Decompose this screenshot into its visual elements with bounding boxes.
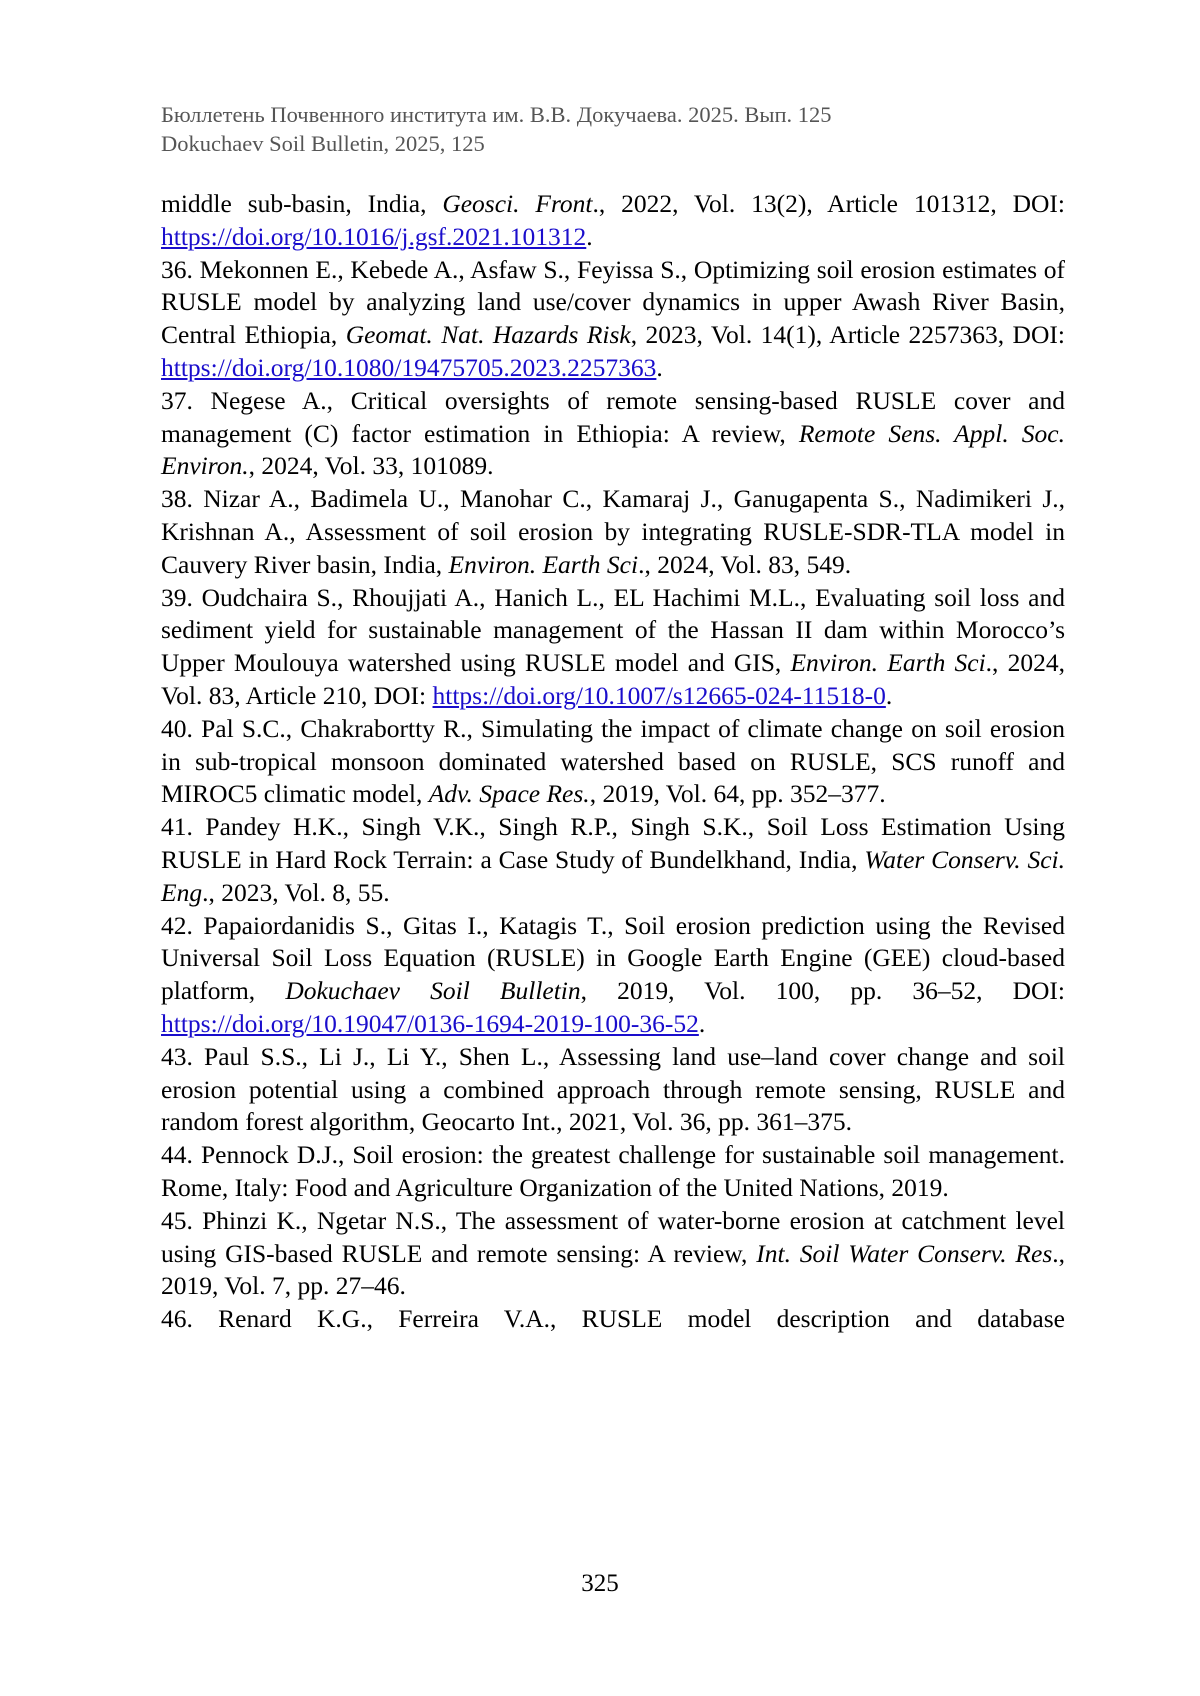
reference-journal: Remote Sens. Appl. Soc. Environ. bbox=[161, 418, 1065, 481]
reference-journal: Adv. Space Res. bbox=[428, 779, 590, 809]
reference-number: 42. bbox=[161, 910, 193, 940]
reference-journal: Geomat. Nat. Hazards Risk bbox=[345, 320, 631, 350]
reference-text: middle sub-basin, India, bbox=[161, 189, 443, 218]
reference-item bbox=[161, 1303, 1065, 1336]
reference-item bbox=[161, 713, 1065, 811]
reference-journal: Water Conserv. Sci. Eng bbox=[161, 844, 1065, 907]
reference-journal: Geosci. Front bbox=[442, 189, 593, 218]
reference-item bbox=[161, 811, 1065, 909]
reference-item bbox=[161, 1041, 1065, 1139]
reference-number: 41. bbox=[161, 812, 193, 842]
reference-text: Mekonnen E., Kebede A., Asfaw S., Feyissa S., Optimizing soil erosion estimates of RUSLE model by analyzing land use/cover dynamics in upper Awash River Basin, Central Ethiopia, bbox=[161, 254, 1065, 350]
reference-details: ., 2024, Vol. 83, 549. bbox=[638, 549, 852, 579]
reference-number: 46. bbox=[161, 1304, 193, 1334]
reference-text: Paul S.S., Li J., Li Y., Shen L., Assessing land use–land cover change and soil erosion potential using a combined approach through remote sensing, RUSLE and random forest algorithm, Geocarto Int., 2021, Vol. 36, pp. 361–375. bbox=[161, 1041, 1065, 1137]
reference-details: , 2019, Vol. 100, pp. 36–52, DOI: bbox=[580, 976, 1065, 1006]
reference-number: 38. bbox=[161, 484, 193, 514]
reference-continuation: middle sub-basin, India, Geosci. Front., 2022, Vol. 13(2), Article 101312, DOI: https://doi.org/10.1016/j.gsf.2021.101312. bbox=[161, 189, 1065, 251]
reference-journal: Environ. Earth Sci bbox=[790, 648, 986, 678]
reference-text: Nizar A., Badimela U., Manohar C., Kamaraj J., Ganugapenta S., Nadimikeri J., Krishnan A., Assessment of soil erosion by integrating RUSLE-SDR-TLA model in Cauvery River basin, India, bbox=[161, 484, 1065, 579]
reference-details: ., 2023, Vol. 8, 55. bbox=[202, 877, 390, 907]
reference-details: , 2023, Vol. 14(1), Article 2257363, DOI: bbox=[630, 320, 1065, 350]
reference-text: Papaiordanidis S., Gitas I., Katagis T., Soil erosion prediction using the Revised Universal Soil Loss Equation (RUSLE) in Google Earth Engine (GEE) cloud-based platform, bbox=[161, 910, 1065, 1006]
reference-text: Negese A., Critical oversights of remote sensing-based RUSLE cover and management (C) factor estimation in Ethiopia: A review, bbox=[161, 385, 1065, 448]
page-number: 325 bbox=[581, 1570, 619, 1597]
reference-item: 42. Papaiordanidis S., Gitas I., Katagis T., Soil erosion prediction using the Revised Universal Soil Loss Equation (RUSLE) in Google Earth Engine (GEE) cloud-based platform, Dokuchaev Soil Bulletin, 2019, Vol. 100, pp. 36–52, DOI: https://doi.org/10.19047/0136-1694-2019-100-36-52. bbox=[161, 910, 1065, 1038]
reference-journal: Environ. Earth Sci bbox=[448, 549, 639, 579]
reference-details: ., 2024, Vol. 83, Article 210, DOI: bbox=[161, 648, 1065, 710]
reference-item bbox=[161, 385, 1065, 483]
doi-link[interactable]: https://doi.org/10.1080/19475705.2023.2257363 bbox=[161, 352, 657, 382]
reference-text: Oudchaira S., Rhoujjati A., Hanich L., EL Hachimi M.L., Evaluating soil loss and sediment yield for sustainable management of the Hassan II dam within Morocco’s Upper Moulouya watershed using RUSLE model and GIS, bbox=[161, 582, 1065, 678]
reference-number: 37. bbox=[161, 385, 193, 415]
reference-item bbox=[161, 483, 1065, 581]
doi-link[interactable]: https://doi.org/10.19047/0136-1694-2019-100-36-52 bbox=[161, 1008, 699, 1038]
reference-number: 36. bbox=[161, 254, 193, 284]
reference-text: Phinzi K., Ngetar N.S., The assessment of water-borne erosion at catchment level using GIS-based RUSLE and remote sensing: A review, bbox=[161, 1205, 1065, 1268]
reference-text: Pennock D.J., Soil erosion: the greatest challenge for sustainable soil management. Rome, Italy: Food and Agriculture Organization of the United Nations, 2019. bbox=[161, 1140, 1065, 1202]
reference-details: , 2024, Vol. 33, 101089. bbox=[248, 451, 494, 481]
reference-list bbox=[161, 188, 1065, 1336]
reference-text: Renard K.G., Ferreira V.A., RUSLE model description and database bbox=[192, 1304, 1065, 1334]
reference-journal: Dokuchaev Soil Bulletin bbox=[285, 976, 581, 1006]
reference-details: ., 2022, Vol. 13(2), Article 101312, DOI: bbox=[592, 189, 1065, 218]
reference-text: Pal S.C., Chakrabortty R., Simulating the impact of climate change on soil erosion in sub-tropical monsoon dominated watershed based on RUSLE, SCS runoff and MIROC5 climatic model, bbox=[161, 713, 1065, 809]
reference-details: , 2019, Vol. 64, pp. 352–377. bbox=[589, 779, 886, 809]
running-header bbox=[161, 100, 1061, 158]
reference-item bbox=[161, 1205, 1065, 1303]
reference-journal: Int. Soil Water Conserv. Res bbox=[756, 1238, 1053, 1268]
reference-number: 40. bbox=[161, 713, 193, 743]
reference-details: ., 2019, Vol. 7, pp. 27–46. bbox=[161, 1238, 1066, 1301]
doi-link[interactable]: https://doi.org/10.1007/s12665-024-11518-0 bbox=[432, 680, 886, 710]
reference-item: 39. Oudchaira S., Rhoujjati A., Hanich L., EL Hachimi M.L., Evaluating soil loss and sediment yield for sustainable management of the Hassan II dam within Morocco’s Upper Moulouya watershed using RUSLE model and GIS, Environ. Earth Sci., 2024, Vol. 83, Article 210, DOI: https://doi.org/10.1007/s12665-024-11518-0. bbox=[161, 582, 1065, 710]
reference-item: 36. Mekonnen E., Kebede A., Asfaw S., Feyissa S., Optimizing soil erosion estimates of RUSLE model by analyzing land use/cover dynamics in upper Awash River Basin, Central Ethiopia, Geomat. Nat. Hazards Risk, 2023, Vol. 14(1), Article 2257363, DOI: https://doi.org/10.1080/19475705.2023.2257363. bbox=[161, 254, 1065, 382]
reference-number: 45. bbox=[161, 1205, 193, 1235]
doi-link[interactable]: https://doi.org/10.1016/j.gsf.2021.101312 bbox=[161, 221, 587, 251]
reference-item bbox=[161, 1139, 1065, 1205]
header-english-title: Dokuchaev Soil Bulletin, 2025, 125 bbox=[161, 131, 485, 156]
reference-text: Pandey H.K., Singh V.K., Singh R.P., Singh S.K., Soil Loss Estimation Using RUSLE in Hard Rock Terrain: a Case Study of Bundelkhand, India, bbox=[161, 812, 1065, 874]
header-russian-title: Бюллетень Почвенного института им. В.В. Докучаева. 2025. Вып. 125 bbox=[161, 102, 832, 127]
reference-number: 44. bbox=[161, 1140, 193, 1170]
reference-number: 39. bbox=[161, 582, 193, 612]
reference-number: 43. bbox=[161, 1041, 193, 1071]
